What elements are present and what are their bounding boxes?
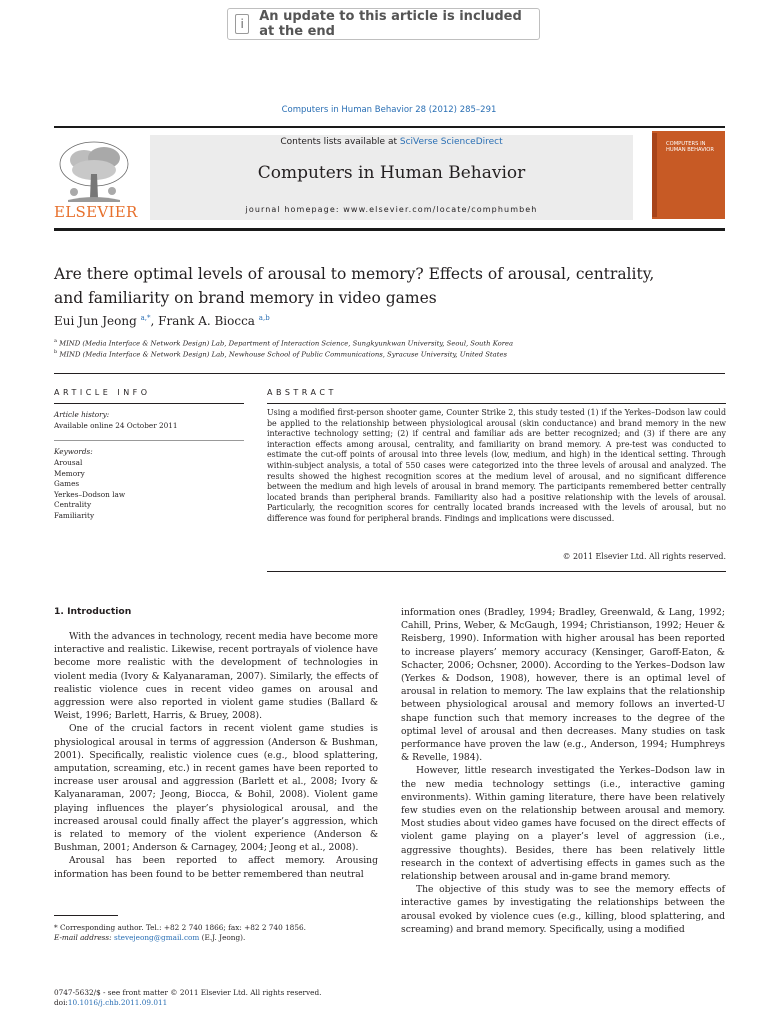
author-affiliation-mark[interactable]: a,b — [258, 314, 270, 322]
doi-prefix: doi: — [54, 997, 68, 1007]
keyword: Arousal — [54, 458, 83, 467]
author-name[interactable]: Eui Jun Jeong — [54, 314, 137, 328]
keyword-list — [54, 458, 125, 522]
article-title — [54, 262, 725, 310]
doi-link[interactable]: 10.1016/j.chb.2011.09.011 — [67, 997, 168, 1007]
body-paragraph: With the advances in technology, recent media have become more interactive and realistic. Likewise, recent portrayals of violence have become more realistic with the development of technologies in violent media (Ivory & Kalyanaraman, 2007). Similarly, the effects of realistic violence cues in recent video games on arousal and aggression were also reported in violent game studies (Ballard & Weist, 1996; Barlett, Harris, & Bruey, 2008). — [54, 631, 378, 722]
keyword: Memory — [54, 468, 85, 478]
journal-homepage[interactable]: journal homepage: www.elsevier.com/locate/comphumbeh — [245, 205, 538, 214]
keyword: Familiarity — [54, 510, 95, 520]
article-title-line1: Are there optimal levels of arousal to memory? Effects of arousal, centrality, — [54, 265, 655, 283]
keyword: Yerkes–Dodson law — [54, 489, 126, 499]
affiliation-text: MIND (Media Interface & Network Design) Lab, Newhouse School of Public Communications, Syracuse University, United States — [59, 350, 507, 359]
journal-masthead-box — [150, 135, 633, 220]
cover-title: COMPUTERS IN HUMAN BEHAVIOR — [666, 141, 714, 153]
info-icon: i — [235, 14, 249, 34]
journal-cover-image — [652, 131, 725, 219]
header-divider — [54, 373, 725, 374]
journal-reference[interactable]: Computers in Human Behavior 28 (2012) 285–291 — [281, 105, 497, 115]
author-list — [54, 314, 270, 328]
abstract-bottom-rule — [267, 571, 726, 572]
issn-doi-block — [54, 988, 321, 1007]
body-paragraph: One of the crucial factors in recent violent game studies is physiological arousal in terms of aggression (Anderson & Bushman, 2001). Specifically, realistic violence cues (e.g., blood splattering, amputation, screaming, etc.) in recent games have been reported to increase user arousal and aggression (Barlett et al., 2008; Ivory & Kalyanaraman, 2007; Jeong, Biocca, & Bohil, 2008). Violent game playing influences the player’s physiological arousal, and the increased arousal could finally affect the player’s aggression, which is related to memory of the violent experience (Anderson & Bushman, 2001; Anderson & Carnagey, 2004; Jeong et al., 2008). — [54, 723, 378, 854]
abstract-rule — [267, 403, 726, 404]
article-info-rule — [54, 403, 244, 404]
history-label: Article history: — [54, 410, 110, 419]
author-email-link[interactable]: stevejeong@gmail.com — [113, 933, 200, 943]
abstract-heading: ABSTRACT — [267, 388, 337, 397]
journal-title: Computers in Human Behavior — [257, 163, 526, 183]
elsevier-wordmark: ELSEVIER — [54, 203, 138, 221]
masthead-top-rule — [54, 126, 725, 128]
body-paragraph: The objective of this study was to see the memory effects of interactive games by investigating the relationships between the arousal evoked by violence cues (e.g., killing, blood splattering, and screaming) and brand memory. Specifically, using a modified — [401, 884, 725, 935]
author-name[interactable]: Frank A. Biocca — [158, 314, 255, 328]
doi-line — [54, 998, 321, 1008]
article-title-line2: and familiarity on brand memory in video games — [54, 289, 437, 307]
section-heading-introduction: 1. Introduction — [54, 606, 132, 617]
affiliation-a — [54, 338, 513, 347]
cover-band — [652, 133, 657, 217]
abstract-copyright: © 2011 Elsevier Ltd. All rights reserved. — [562, 552, 726, 561]
article-info-heading: ARTICLE INFO — [54, 388, 151, 397]
body-paragraph: However, little research investigated the Yerkes–Dodson law in the new media technology settings (i.e., interactive gaming environments). Within gaming literature, there have been relatively few studies even on the relationship between arousal and memory. Most studies about video games have focused on the direct effects of violent game playing on a player’s level of aggression (i.e., aggressive thoughts). Besides, there has been relatively little research in the context of advertising effects in games such as the relationship between arousal and in-game brand memory. — [401, 765, 725, 883]
right-column — [401, 606, 725, 936]
affiliation-mark: b — [54, 349, 58, 355]
keyword: Centrality — [54, 500, 92, 510]
issn-line: 0747-5632/$ - see front matter © 2011 Elsevier Ltd. All rights reserved. — [54, 988, 322, 997]
body-paragraph: Arousal has been reported to affect memory. Arousing information has been found to be better remembered than neutral — [54, 855, 378, 880]
contents-line — [150, 137, 633, 147]
left-column — [54, 630, 378, 881]
article-info-separator — [54, 440, 244, 441]
footnote-email-line — [54, 933, 378, 943]
abstract-text: Using a modified first-person shooter game, Counter Strike 2, this study tested (1) if the Yerkes–Dodson law could be applied to the relationship between physiological arousal (skin conductance) and brand memory in the new interactive technology setting; (2) if central and familiar ads are better recognized; and (3) if there are any interaction effects among arousal, centrality, and familiarity on brand memory. A pre-test was conducted to estimate the cut-off points of arousal into three levels (low, medium, and high) in the identical setting. Through within-subject analysis, a total of 550 cases were categorized into the three levels of arousal and analyzed. The results showed the highest recognition scores at the medium level of arousal, and no significant difference between the medium and high levels of arousal in brand memory. The participants remembered better centrally located brands than peripheral brands. Familiarity also had a positive relationship with the levels of arousal. Particularly, the recognition scores for centrally located brands increased with the levels of arousal, but no difference was found for peripheral brands. Findings and implications were discussed. — [267, 408, 726, 523]
author-affiliation-mark[interactable]: a,* — [140, 314, 151, 322]
author-separator: , — [150, 314, 159, 328]
affiliation-text: MIND (Media Interface & Network Design) Lab, Department of Interaction Science, Sungkyunkwan University, Seoul, South Korea — [59, 339, 514, 348]
footnote-rule — [54, 915, 118, 916]
update-banner-text: An update to this article is included at the end — [259, 9, 522, 39]
email-label: E-mail address: — [54, 933, 114, 943]
email-suffix: (E.J. Jeong). — [199, 933, 246, 943]
affiliation-b — [54, 349, 507, 358]
keywords-label: Keywords: — [54, 447, 93, 456]
keyword: Games — [54, 479, 80, 489]
footnote-contact: * Corresponding author. Tel.: +82 2 740 1866; fax: +82 2 740 1856. — [54, 923, 306, 932]
sciencedirect-link[interactable]: SciVerse ScienceDirect — [399, 137, 503, 147]
contents-prefix: Contents lists available at — [280, 137, 400, 147]
body-paragraph: information ones (Bradley, 1994; Bradley, Greenwald, & Lang, 1992; Cahill, Prins, Weber, & McGaugh, 1994; Christianson, 1992; Heuer & Reisberg, 1990). Information with higher arousal has been reported to increase players’ memory accuracy (Kensinger, Garoff-Eaton, & Schacter, 2006; Ochsner, 2000). According to the Yerkes–Dodson law (Yerkes & Dodson, 1908), however, there is an optimal level of arousal in relation to memory. The law explains that the relationship between physiological arousal and memory follows an inverted-U shape function such that memory increases to the degree of the optimal level of arousal and then decreases. Many studies on task performance have proven the law (e.g., Anderson, 1994; Humphreys & Revelle, 1984). — [401, 607, 725, 764]
masthead-bottom-rule — [54, 228, 725, 231]
corresponding-author-footnote — [54, 923, 378, 944]
affiliation-mark: a — [54, 338, 57, 344]
update-banner[interactable] — [227, 8, 540, 40]
history-value: Available online 24 October 2011 — [54, 421, 178, 430]
